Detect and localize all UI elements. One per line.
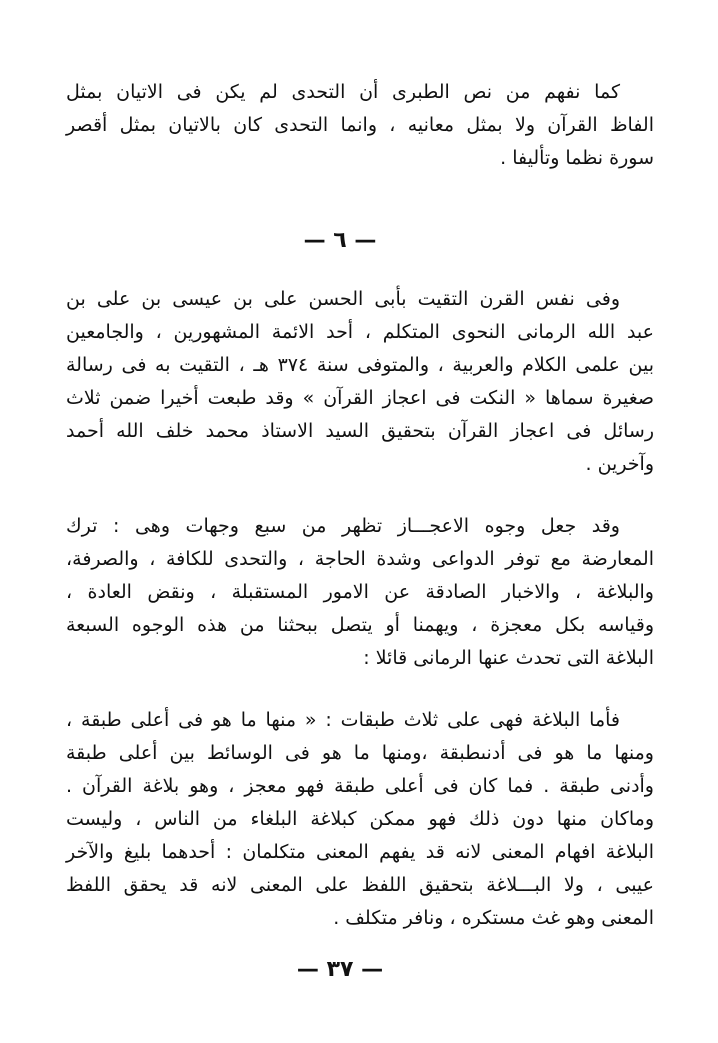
paragraph-2: [66, 283, 654, 481]
text-line: صغيرة سماها « النكت فى اعجاز القرآن » وقد طبعت أخيرا ضمن ثلاث: [66, 387, 654, 409]
text-line: كما نفهم من نص الطبرى أن التحدى لم يكن فى الاتيان بمثل: [66, 81, 620, 103]
paragraph-3: [66, 510, 654, 675]
text-line: الفاظ القرآن ولا بمثل معانيه ، وانما التحدى كان بالاتيان بمثل أقصر: [66, 114, 654, 136]
paragraph-1: [66, 76, 654, 175]
paragraph-4: [66, 704, 654, 935]
text-line: وماكان منها دون ذلك فهو ممكن كبلاغة البلغاء من الناس ، وليست: [66, 808, 654, 830]
text-line: ومنها ما هو فى أدنىطبقة ،ومنها ما هو فى الوسائط بين أعلى طبقة: [66, 742, 654, 764]
text-line: والبلاغة ، والاخبار الصادقة عن الامور المستقبلة ، ونقض العادة ،: [66, 581, 654, 603]
section-number: — ٦ —: [303, 228, 377, 253]
text-line: بين علمى الكلام والعربية ، والمتوفى سنة ٣٧٤ هـ ، التقيت به فى رسالة: [66, 354, 654, 376]
text-line: فأما البلاغة فهى على ثلاث طبقات : « منها ما هو فى أعلى طبقة ،: [66, 709, 620, 731]
text-line: رسائل فى اعجاز القرآن بتحقيق السيد الاستاذ محمد خلف الله أحمد: [66, 420, 654, 442]
page-number: — ٣٧ —: [296, 957, 384, 982]
text-line: وقد جعل وجوه الاعجـــاز تظهر من سبع وجهات وهى : ترك: [66, 515, 620, 537]
text-line: وفى نفس القرن التقيت بأبى الحسن على بن عيسى بن على بن: [66, 288, 620, 310]
text-line: البلاغة افهام المعنى لانه قد يفهم المعنى متكلمان : أحدهما بليغ والآخر: [66, 841, 654, 863]
text-line: عبد الله الرمانى النحوى المتكلم ، أحد الائمة المشهورين ، والجامعين: [66, 321, 654, 343]
text-line: عيبى ، ولا البـــلاغة بتحقيق اللفظ على المعنى لانه قد يحقق اللفظ: [66, 874, 654, 896]
text-line: وآخرين .: [585, 453, 654, 475]
text-line: وأدنى طبقة . فما كان فى أعلى طبقة فهو معجز ، وهو بلاغة القرآن .: [66, 775, 654, 797]
text-line: المعارضة مع توفر الدواعى وشدة الحاجة ، والتحدى للكافة ، والصرفة،: [66, 548, 654, 570]
text-line: وقياسه بكل معجزة ، ويهمنا أو يتصل ببحثنا من هذه الوجوه السبعة: [66, 614, 654, 636]
text-line: المعنى وهو غث مستكره ، ونافر متكلف .: [333, 907, 654, 929]
text-line: سورة نظما وتأليفا .: [500, 147, 654, 169]
text-line: البلاغة التى تحدث عنها الرمانى قائلا :: [363, 647, 654, 669]
